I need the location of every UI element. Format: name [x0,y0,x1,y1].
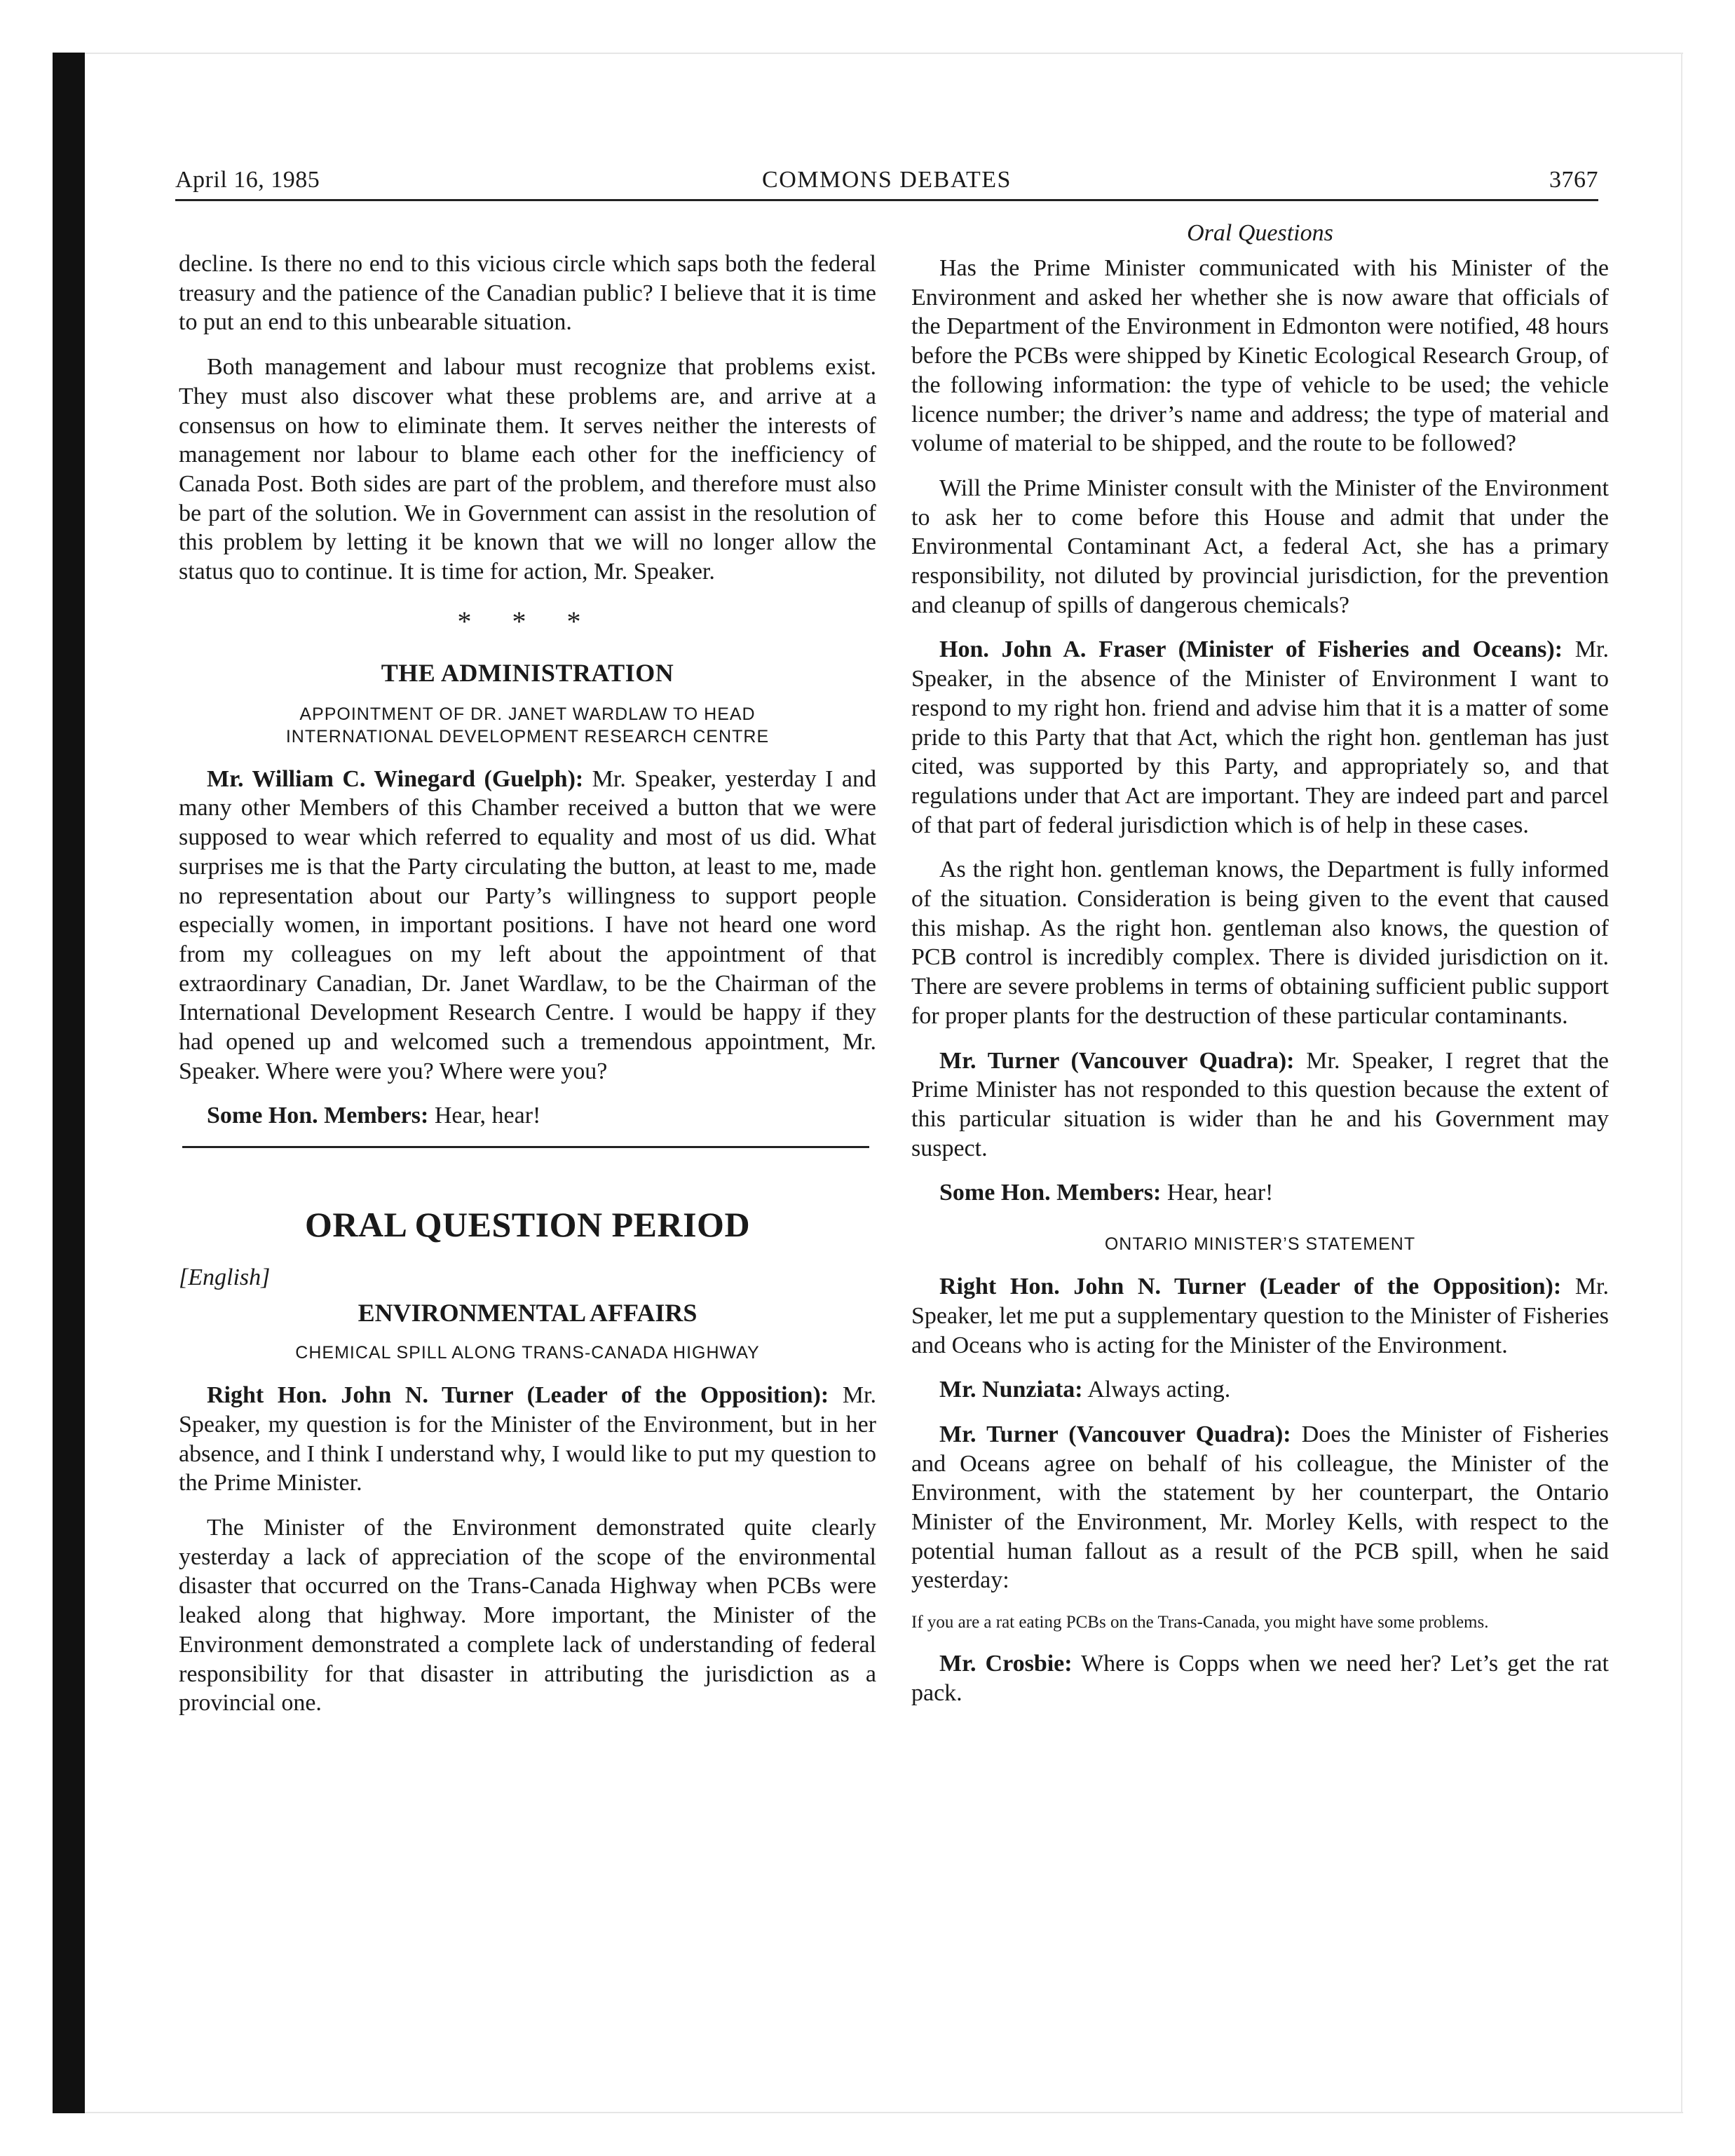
speech-paragraph [911,1272,1609,1360]
subsection-title-line: INTERNATIONAL DEVELOPMENT RESEARCH CENTRE [285,726,770,746]
speech-paragraph [911,1420,1609,1595]
header-journal-title: COMMONS DEBATES [762,167,1012,193]
speech-paragraph [911,1046,1609,1164]
scan-binding-edge [53,53,85,2113]
speaker-name: Mr. Nunziata: [939,1377,1083,1403]
speech-text: Does the Minister of Fisheries and Oceans agree on behalf of his colleague, the Minister of the Environment, with the statement by her counterpart, the Ontario Minister of the Environment, Mr. Morley Kells, with respect to the potential human fallout as a result of the PCB spill, when he said yesterday: [911,1421,1609,1594]
section-title: THE ADMINISTRATION [381,658,674,687]
speech-text: Mr. Speaker, my question is for the Minister of the Environment, but in her absence, and I think I understand why, I would like to put my question to the Prime Minister. [179,1382,876,1496]
speech-text: Mr. Speaker, in the absence of the Minister of Environment I want to respond to my right hon. friend and advise him that it is a matter of some pride to this Party that that Act, which the right hon. gentleman has just cited, was supported by this Party, and appropriately so, and that regulations under that Act are important. They are indeed part and parcel of that part of federal jurisdiction which is of help in these cases. [911,636,1609,838]
page-edge [85,53,1683,54]
section-divider-stars: * * * [457,605,598,637]
left-column [179,223,876,1733]
subsection-title: CHEMICAL SPILL ALONG TRANS-CANADA HIGHWAY [295,1343,760,1363]
language-tag: [English] [179,1264,271,1291]
speech-text: Mr. Speaker, let me put a supplementary question to the Minister of Fisheries and Oceans who is acting for the Minister of the Environment. [911,1274,1609,1358]
oral-question-period-title: ORAL QUESTION PERIOD [304,1205,751,1245]
header-rule [175,199,1598,201]
speaker-name: Mr. Crosbie: [939,1651,1073,1677]
speaker-name: Some Hon. Members: [939,1180,1162,1206]
speech-text: Mr. Speaker, yesterday I and many other Members of this Chamber received a button that we were supposed to wear which referred to equality and most of us did. What surprises me is that the Party circulating the button, at least to me, made no representation about our Party’s willingness to support people especially women, in important positions. I have not heard one word from my colleagues on my left about the appointment of that extraordinary Canadian, Dr. Janet Wardlaw, to be the Chairman of the International Development Research Centre. I would be happy if they had opened up and welcomed such a tremendous appointment, Mr. Speaker. Where were you? Where were you? [179,765,876,1084]
speech-paragraph [911,1178,1609,1208]
speech-paragraph [179,1101,876,1131]
subsection-title: ONTARIO MINISTER’S STATEMENT [1104,1234,1416,1255]
speaker-name: Some Hon. Members: [207,1103,429,1129]
speech-paragraph [179,765,876,1086]
speech-paragraph [911,1649,1609,1707]
page-edge [85,2112,1683,2113]
speech-text: Always acting. [1082,1377,1231,1403]
speech-text: Where is Copps when we need her? Let’s get the rat pack. [911,1651,1609,1706]
speaker-name: Right Hon. John N. Turner (Leader of the Opposition): [939,1274,1562,1300]
block-quote: If you are a rat eating PCBs on the Trans-Canada, you might have some problems. [911,1613,1489,1632]
right-column [911,220,1609,1724]
speaker-name: Mr. Turner (Vancouver Quadra): [939,1047,1295,1074]
paragraph: Has the Prime Minister communicated with his Minister of the Environment and asked her whether she is now aware that officials of the Department of the Environment in Edmonton were notified, 48 hours before the PCBs were shipped by Kinetic Ecological Research Group, of the following information: the type of vehicle to be used; the vehicle licence number; the driver’s name and address; the type of material and volume of material to be shipped, and the route to be followed? [911,255,1609,457]
page-edge [1681,53,1682,2113]
section-rule [182,1146,869,1148]
speaker-name: Mr. William C. Winegard (Guelph): [207,765,584,792]
speech-text: Hear, hear! [428,1103,541,1129]
paragraph: decline. Is there no end to this vicious circle which saps both the federal treasury and the patience of the Canadian public? I believe that it is time to put an end to this unbearable situation. [179,251,876,336]
subsection-title [179,703,876,748]
paragraph: As the right hon. gentleman knows, the Department is fully informed of the situation. Consideration is being given to the event that caused this mishap. As the right hon. gentleman also knows, the question of PCB control is incredibly complex. There is divided jurisdiction on it. There are severe problems in terms of obtaining sufficient public support for proper plants for the destruction of these particular contaminants. [911,857,1609,1029]
speech-paragraph [179,1381,876,1498]
speech-text: Hear, hear! [1161,1180,1274,1206]
paragraph: The Minister of the Environment demonstrated quite clearly yesterday a lack of appreciation of the scope of the environmental disaster that occurred on the Trans-Canada Highway when PCBs were leaked along that highway. More important, the Minister of the Environment demonstrated a complete lack of understanding of federal responsibility for that disaster in attributing the jurisdiction as a provincial one. [179,1514,876,1717]
speech-paragraph [911,1375,1609,1405]
paragraph: Will the Prime Minister consult with the Minister of the Environment to ask her to come before this House and admit that under the Environmental Contaminant Act, a federal Act, she has a primary responsibility, not diluted by provincial jurisdiction, for the prevention and cleanup of spills of dangerous chemicals? [911,475,1609,618]
speech-text: Mr. Speaker, I regret that the Prime Minister has not responded to this question because the extent of this particular situation is wider than he and his Government may suspect. [911,1047,1609,1161]
speech-paragraph [911,635,1609,840]
page-header [175,163,1598,200]
speaker-name: Hon. John A. Fraser (Minister of Fisheries and Oceans): [939,636,1563,663]
subsection-title-line: APPOINTMENT OF DR. JANET WARDLAW TO HEAD [299,704,756,724]
section-title: ENVIRONMENTAL AFFAIRS [358,1299,698,1328]
speaker-name: Mr. Turner (Vancouver Quadra): [939,1421,1291,1447]
speaker-name: Right Hon. John N. Turner (Leader of the Opposition): [207,1382,829,1409]
header-page-number: 3767 [1549,167,1598,193]
paragraph: Both management and labour must recognize that problems exist. They must also discover what these problems are, and arrive at a consensus on how to eliminate them. It serves neither the interests of management nor labour to blame each other for the inefficiency of Canada Post. Both sides are part of the problem, and therefore must also be part of the solution. We in Government can assist in the resolution of this problem by letting it be known that we will no longer allow the status quo to continue. It is time for action, Mr. Speaker. [179,354,876,585]
running-head: Oral Questions [1187,220,1333,246]
header-date: April 16, 1985 [175,167,320,193]
